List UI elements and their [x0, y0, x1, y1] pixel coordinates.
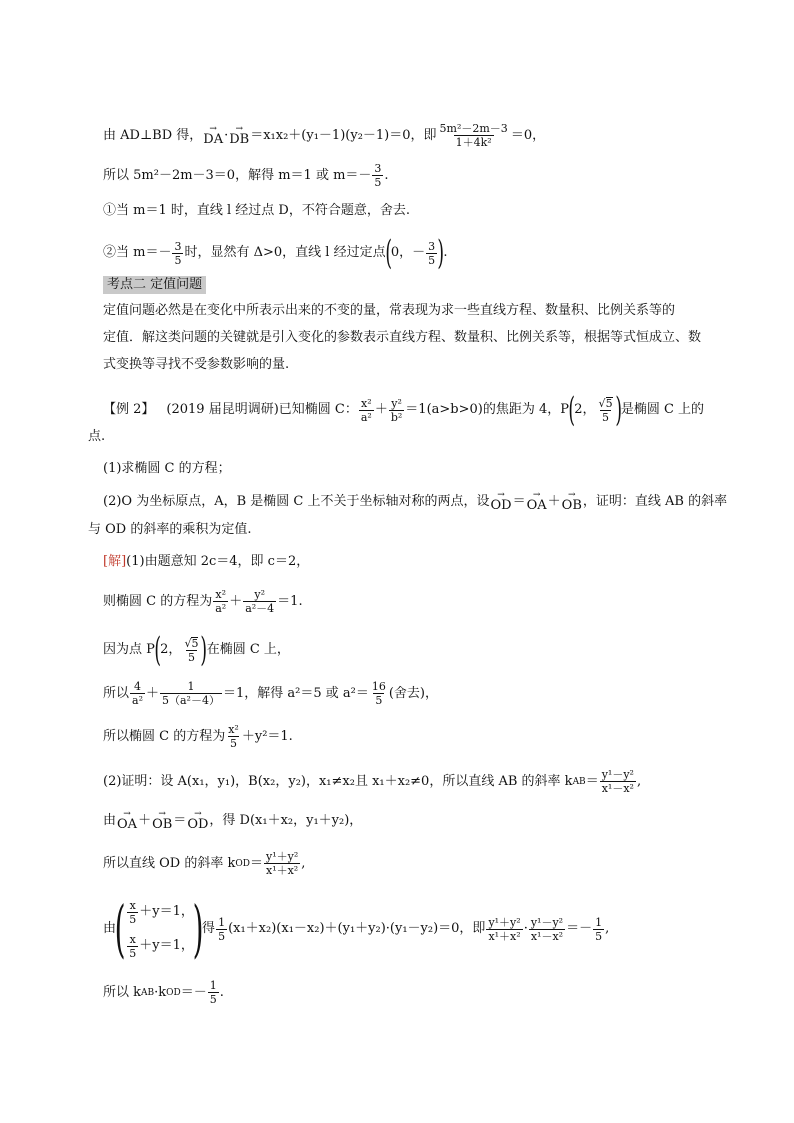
fraction: $\frac{\text{y²}}{\text{a²－4}}$	[245, 588, 275, 615]
text: 因为点 P	[103, 642, 155, 657]
solution-line-3	[103, 630, 290, 670]
example-2-statement	[103, 390, 705, 430]
text: ②当 m＝－	[103, 245, 172, 260]
text: ＝	[585, 773, 599, 789]
subscript: OD	[235, 858, 250, 869]
text: ＝	[173, 813, 187, 828]
left-paren: (	[568, 390, 575, 430]
text: (2019 届昆明调研)已知椭圆 C：	[166, 402, 358, 417]
fraction: √ 5 5	[598, 396, 613, 424]
fraction: $\frac{3}{5}$	[428, 239, 436, 267]
fraction: $\frac{x}{5}$	[129, 898, 137, 926]
text: ,	[636, 773, 642, 789]
right-brace: )	[192, 892, 204, 965]
text: 0，－	[390, 245, 426, 260]
text: 所以椭圆 C 的方程为	[103, 728, 226, 744]
left-paren: (	[384, 233, 392, 273]
fraction: $\frac{1}{5}$	[209, 979, 217, 1006]
text: ＋	[138, 813, 152, 828]
question-2	[103, 491, 727, 513]
solution-line-8	[103, 850, 305, 877]
vector-od: → OD	[490, 490, 512, 513]
fraction: $\frac{\text{x²}}{\text{a²}}$	[360, 396, 372, 424]
vector-oa: → OA	[526, 490, 547, 513]
text: .	[384, 167, 389, 183]
paragraph-line-1	[103, 301, 675, 321]
text: 在椭圆 C 上，	[206, 642, 290, 657]
text: ＝－	[180, 984, 207, 1000]
section-heading	[103, 276, 206, 294]
text: (2)证明：设 A(x₁，y₁)，B(x₂，y₂)，x₁≠x₂且 x₁＋x₂≠0，所以直线 AB 的斜率 k	[103, 773, 573, 789]
line-perpendicular-condition	[103, 122, 545, 149]
line-solve-m	[103, 162, 389, 189]
paragraph-line-3	[103, 355, 289, 375]
text: .	[219, 984, 224, 1000]
text: 2，	[160, 642, 182, 657]
fraction: $\frac{3}{5}$	[374, 162, 382, 189]
text: ＝	[249, 855, 263, 871]
equation-system	[114, 892, 204, 965]
text: ，得 D(x₁＋x₂，y₁＋y₂)，	[209, 813, 363, 828]
text: ①当 m＝1 时，直线 l 经过点 D，不符合题意，舍去.	[103, 203, 410, 218]
text: 定值问题必然是在变化中所表示出来的不变的量，常表现为求一些直线方程、数量积、比例关系等的	[103, 303, 676, 318]
text: 所以直线 OD 的斜率 k	[103, 855, 236, 871]
vector-db: → DB	[229, 123, 250, 147]
fraction: $\frac{1}{5}$	[218, 915, 226, 943]
text: (x₁＋x₂)(x₁－x₂)＋(y₁＋y₂)·(y₁－y₂)＝0，即	[228, 921, 486, 936]
text: 所以 5m²－2m－3＝0，解得 m＝1 或 m＝－	[103, 167, 372, 183]
text: ＋	[547, 494, 561, 509]
left-paren: (	[154, 630, 161, 670]
right-paren: )	[437, 233, 445, 273]
text: ＋y＝1，	[139, 904, 194, 919]
text: ,	[301, 855, 306, 871]
text: 得	[202, 921, 216, 936]
right-paren: )	[614, 390, 622, 430]
text: ,	[605, 921, 610, 936]
fraction: $\frac{\text{x²}}{5}$	[228, 723, 239, 750]
text: 所以	[103, 685, 130, 701]
text: ＝0，	[510, 127, 546, 143]
fraction: $\frac{\text{y²}}{\text{b²}}$	[390, 396, 403, 424]
line-case-2	[103, 233, 448, 273]
text: (舍去)，	[388, 685, 438, 701]
solution-line-1	[103, 552, 309, 572]
text: 2，	[574, 402, 596, 417]
text: 式变换等寻找不受参数影响的量.	[103, 357, 290, 372]
paragraph-line-2	[103, 328, 701, 348]
fraction: $\frac{\text{5m²－2m－3}}{\text{1＋4k²}}$	[439, 122, 508, 149]
vector-od: → OD	[187, 809, 209, 832]
fraction: $\frac{\text{y¹＋y²}}{\text{x¹＋x²}}$	[265, 850, 299, 877]
text: 由	[103, 813, 117, 828]
text: ·	[224, 127, 229, 143]
solution-line-6	[103, 768, 641, 795]
vector-ob: → OB	[561, 490, 582, 513]
fraction: $\frac{16}{5}$	[371, 680, 386, 707]
solution-line-4	[103, 680, 438, 707]
text: ＋	[374, 402, 388, 417]
text: 与 OD 的斜率的乘积为定值.	[88, 522, 252, 537]
text: 所以 k	[103, 984, 142, 1000]
subscript: AB	[572, 776, 586, 787]
solution-line-9	[103, 894, 609, 964]
text: ＝1，解得 a²＝5 或 a²＝	[222, 685, 369, 701]
text: 时，显然有 Δ>0，直线 l 经过定点	[184, 245, 386, 260]
text: ，证明：直线 AB 的斜率	[582, 494, 728, 509]
vector-oa: → OA	[117, 809, 138, 832]
text: ＝－	[566, 921, 593, 936]
text: .	[443, 245, 448, 260]
question-1	[103, 459, 231, 479]
text: (2)O 为坐标原点，A，B 是椭圆 C 上不关于坐标轴对称的两点，设	[103, 494, 490, 509]
fraction: $\frac{\text{y¹－y²}}{\text{x¹－x²}}$	[530, 915, 564, 943]
subscript: AB	[141, 987, 155, 998]
section-tag: 考点二 定值问题	[103, 276, 206, 294]
left-brace: (	[114, 892, 126, 965]
solution-line-5	[103, 723, 293, 750]
text: 则椭圆 C 的方程为	[103, 593, 213, 609]
vector-da: → DA	[203, 123, 224, 147]
text: 由	[103, 921, 117, 936]
fraction: $\frac{3}{5}$	[174, 239, 182, 267]
text: ＋	[145, 685, 159, 701]
example-label: 【例 2】	[103, 402, 155, 417]
text: ·k	[154, 984, 167, 1000]
fraction: $\frac{1}{\text{5（a²－4）}}$	[162, 680, 220, 707]
solution-label: [解]	[103, 554, 127, 569]
question-2-continued	[88, 520, 251, 540]
text: (1)求椭圆 C 的方程；	[103, 461, 231, 476]
fraction: $\frac{x}{5}$	[129, 932, 137, 960]
text: ·	[523, 921, 528, 936]
fraction: $\frac{\text{y¹－y²}}{\text{x¹－x²}}$	[601, 768, 634, 795]
text: ＝	[512, 494, 526, 509]
right-paren: )	[200, 630, 208, 670]
solution-line-7	[103, 810, 362, 832]
text: ＋y²＝1.	[241, 728, 293, 744]
text: ＝1.	[277, 593, 303, 609]
fraction: √ 5 5	[184, 636, 199, 664]
example-2-continued	[88, 427, 105, 447]
text: 定值．解这类问题的关键就是引入变化的参数表示直线方程、数量积、比例关系等，根据等式恒成立、数	[103, 330, 702, 345]
fraction: $\frac{\text{x²}}{\text{a²}}$	[215, 588, 227, 615]
text: 由 AD⊥BD 得，	[103, 127, 203, 143]
line-case-1	[103, 201, 410, 221]
text: ＋y＝1，	[139, 938, 194, 953]
text: ＋	[229, 593, 243, 609]
text: ＝1(a>b>0)的焦距为 4，P	[405, 402, 569, 417]
solution-line-2	[103, 588, 303, 615]
fraction: $\frac{4}{\text{a²}}$	[132, 680, 143, 707]
subscript: OD	[166, 987, 181, 998]
text: 点.	[88, 429, 106, 444]
text: 是椭圆 C 上的	[620, 402, 705, 417]
text: ＝x₁x₂＋(y₁－1)(y₂－1)＝0，即	[250, 127, 437, 143]
text: (1)由题意知 2c＝4，即 c＝2，	[126, 554, 310, 569]
fraction: $\frac{1}{5}$	[595, 915, 603, 943]
fraction: $\frac{\text{y¹＋y²}}{\text{x¹＋x²}}$	[488, 915, 521, 943]
vector-ob: → OB	[152, 809, 173, 832]
solution-line-10	[103, 979, 224, 1006]
